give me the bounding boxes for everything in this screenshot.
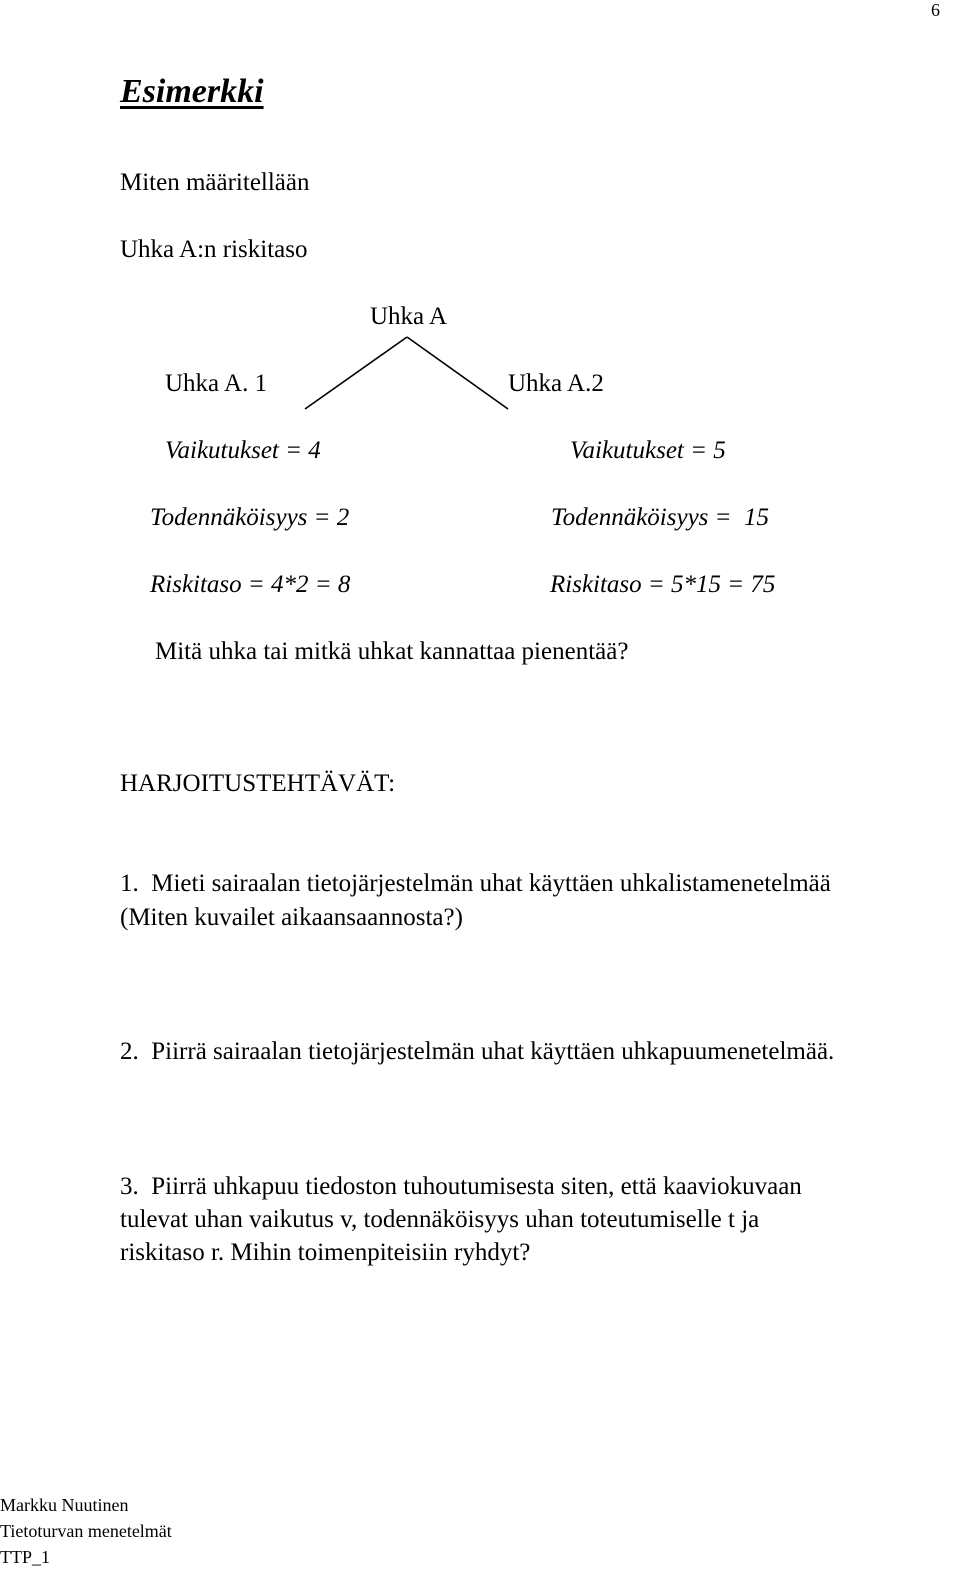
page-number: 6	[931, 0, 940, 20]
question-text: Mitä uhka tai mitkä uhkat kannattaa pienentää?	[155, 638, 629, 665]
tree-left-probability: Todennäköisyys = 2	[150, 504, 350, 531]
intro-line-2: Uhka A:n riskitaso	[120, 236, 308, 263]
tree-right-label: Uhka A.2	[508, 370, 604, 397]
footer-author: Markku Nuutinen	[0, 1495, 129, 1515]
intro-line-1: Miten määritellään	[120, 169, 310, 196]
example-heading: Esimerkki	[120, 73, 264, 110]
exercise-3-line-2: tulevat uhan vaikutus v, todennäköisyys uhan toteutumiselle t ja	[120, 1206, 760, 1233]
tree-right-risk: Riskitaso = 5*15 = 75	[550, 571, 776, 598]
exercises-title: HARJOITUSTEHTÄVÄT:	[120, 770, 396, 797]
tree-branch-left	[305, 337, 407, 409]
exercise-3-line-3: riskitaso r. Mihin toimenpiteisiin ryhdyt?	[120, 1239, 531, 1266]
exercise-1-line-2: (Miten kuvailet aikaansaannosta?)	[120, 904, 463, 931]
tree-right-impact: Vaikutukset = 5	[570, 437, 726, 464]
tree-left-risk: Riskitaso = 4*2 = 8	[150, 571, 351, 598]
tree-branches	[300, 332, 520, 414]
tree-root-label: Uhka A	[370, 303, 448, 330]
exercise-3-line-1: 3. Piirrä uhkapuu tiedoston tuhoutumisesta siten, että kaaviokuvaan	[120, 1173, 802, 1200]
footer-course: Tietoturvan menetelmät	[0, 1521, 172, 1541]
exercise-1-line-1: 1. Mieti sairaalan tietojärjestelmän uhat käyttäen uhkalistamenetelmää	[120, 870, 831, 897]
tree-left-impact: Vaikutukset = 4	[165, 437, 321, 464]
exercise-2-line-1: 2. Piirrä sairaalan tietojärjestelmän uhat käyttäen uhkapuumenetelmää.	[120, 1038, 835, 1065]
tree-right-probability: Todennäköisyys = 15	[551, 504, 770, 531]
footer-code: TTP_1	[0, 1547, 51, 1567]
tree-left-label: Uhka A. 1	[165, 370, 268, 397]
tree-branch-right	[407, 337, 508, 409]
